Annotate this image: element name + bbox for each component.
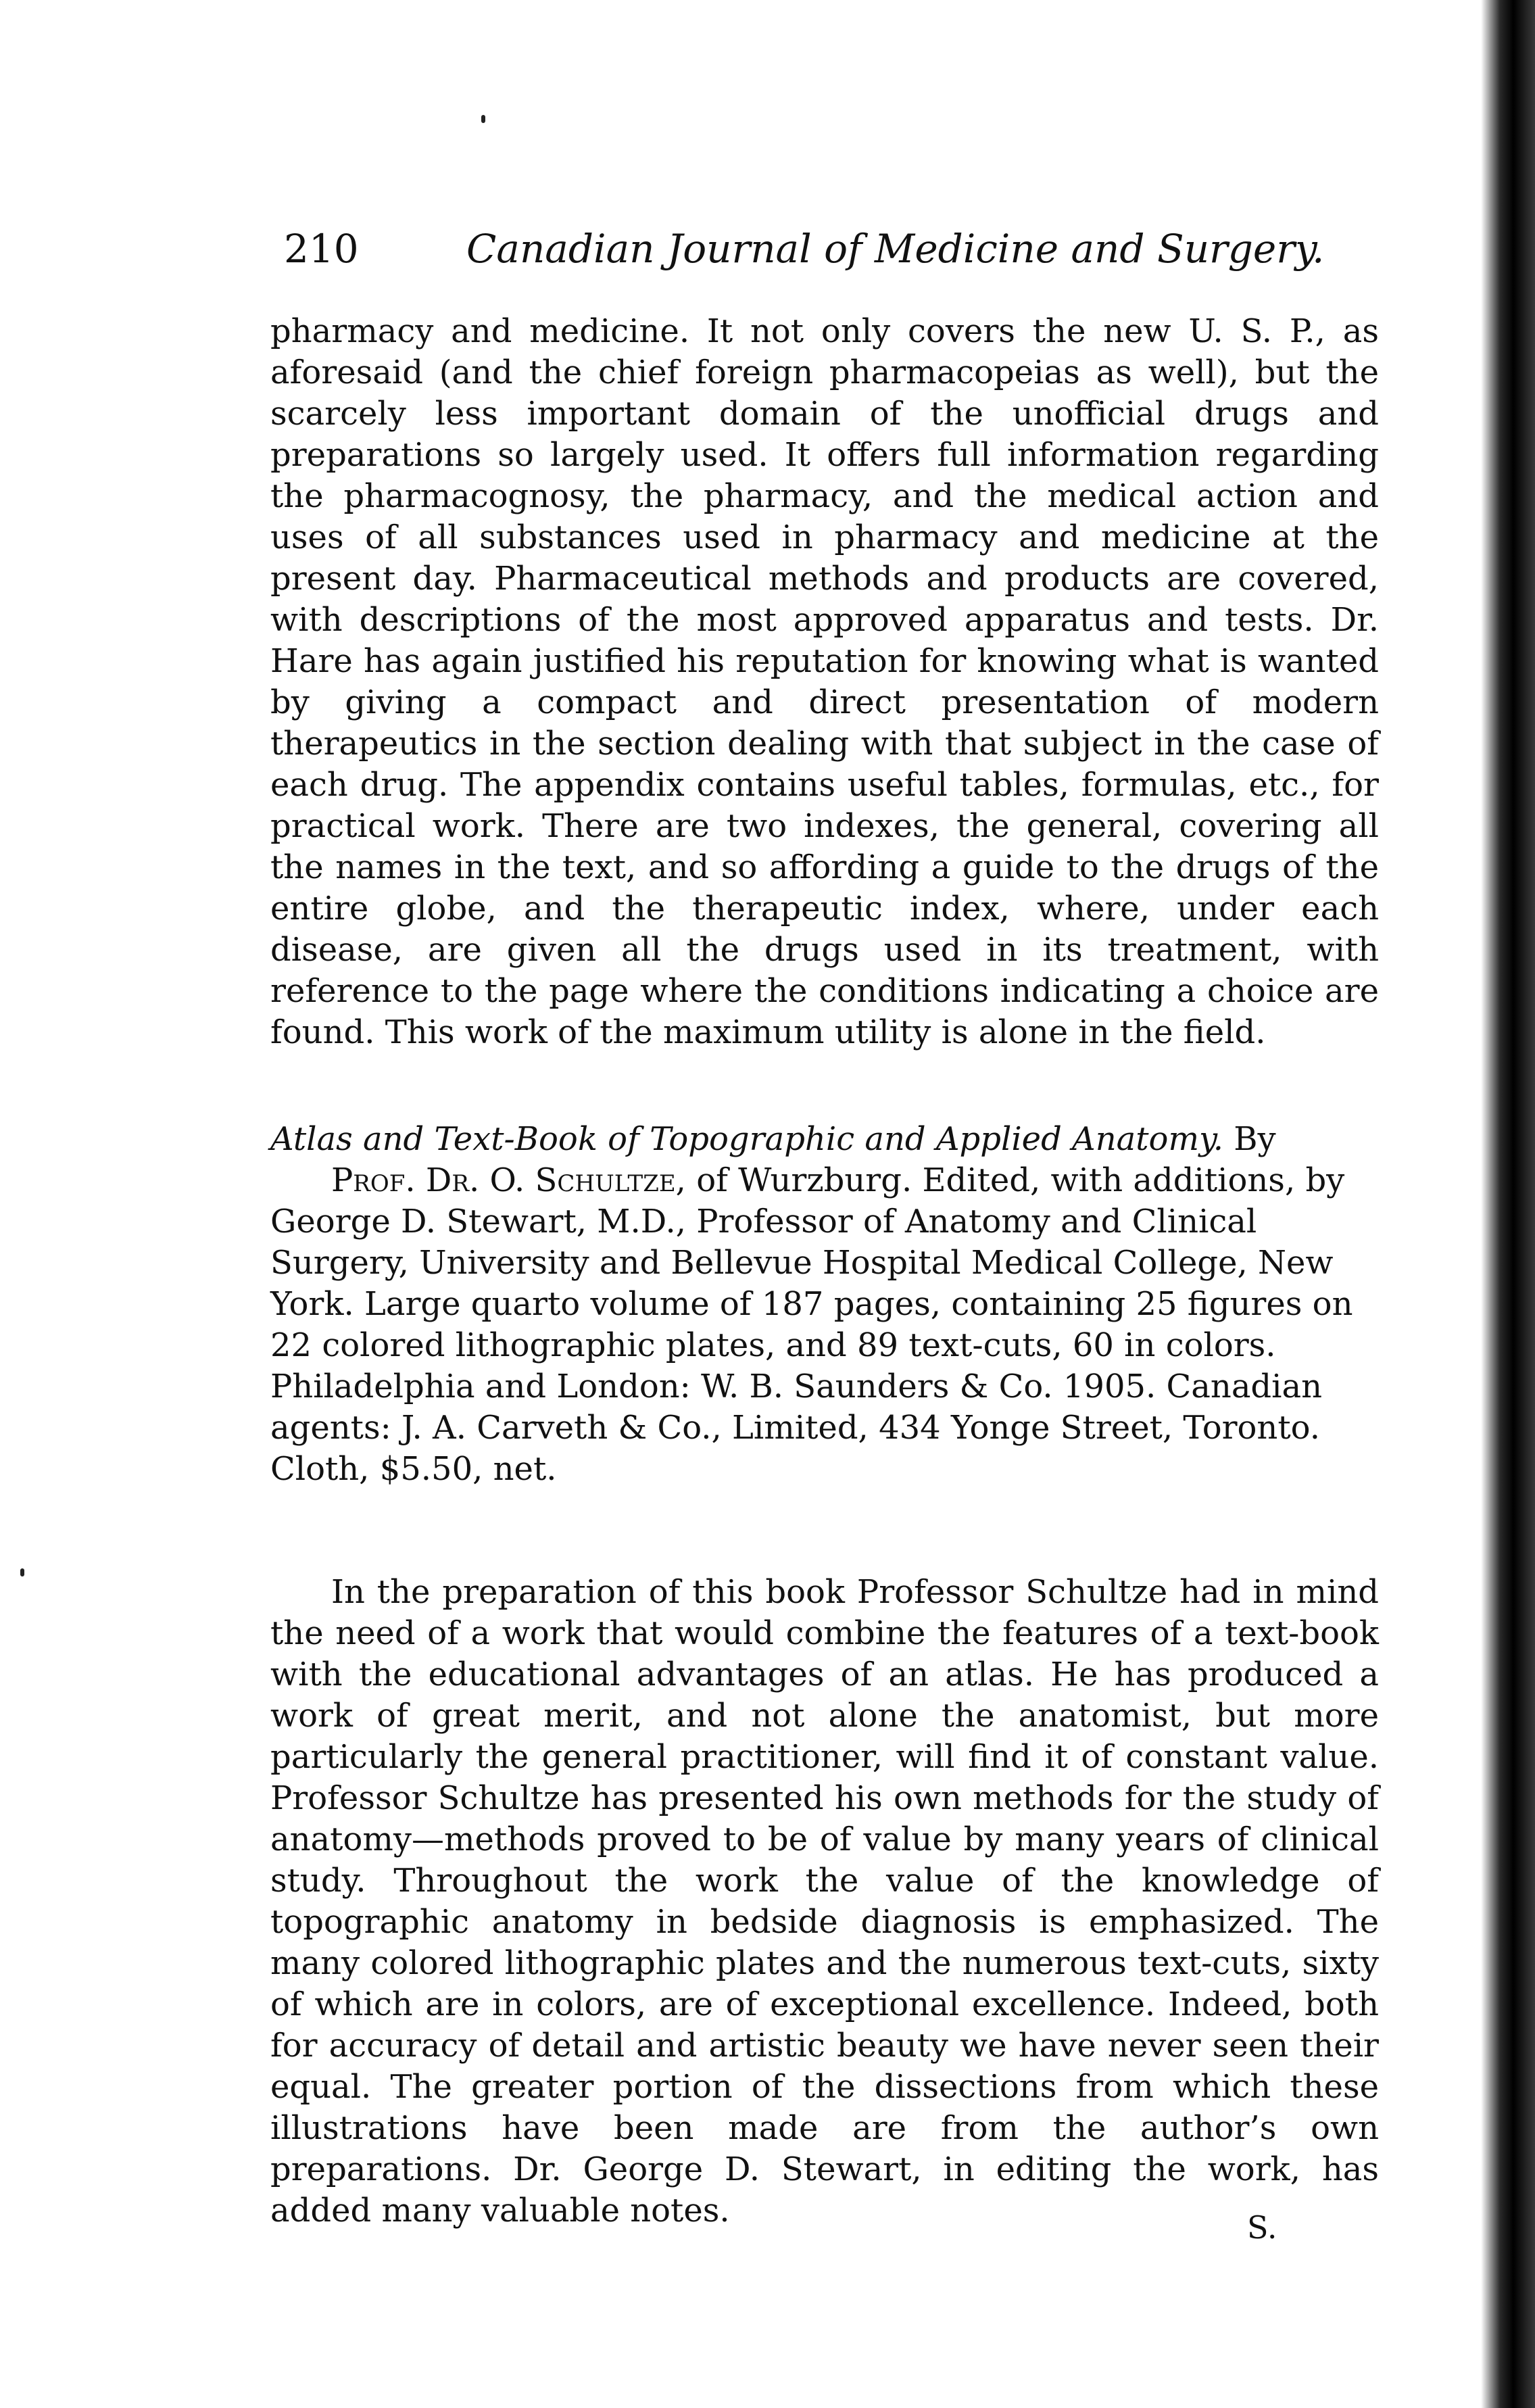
review-signature: S.: [1247, 2209, 1277, 2246]
page-header: [284, 215, 1325, 283]
paragraph-continuation: pharmacy and medicine. It not only covers the new U. S. P., as aforesaid (and the chief foreign pharmacopeias as well), but the scarcely less important domain of the unofficial drugs and preparations so largely used. It offers full information regarding the pharmacognosy, the pharmacy, and the medical action and uses of all substances used in pharmacy and medicine at the present day. Pharmaceutical methods and products are covered, with descriptions of the most approved apparatus and tests. Dr. Hare has again justified his reputation for knowing what is wanted by giving a compact and direct presentation of modern therapeutics in the section dealing with that subject in the case of each drug. The appendix contains useful tables, formulas, etc., for practical work. There are two indexes, the general, covering all the names in the text, and so affording a guide to the drugs of the entire globe, and the therapeutic index, where, under each disease, are given all the drugs used in its treatment, with reference to the page where the conditions indicating a choice are found. This work of the maximum utility is alone in the field.: [270, 312, 1379, 1051]
stray-ink-mark: [20, 1568, 24, 1576]
running-head: Canadian Journal of Medicine and Surgery.: [466, 226, 1325, 272]
page-number: 210: [284, 226, 359, 272]
review-body: In the preparation of this book Professor Schultze had in mind the need of a work that would combine the features of a text-book with the educational advantages of an atlas. He has produced a work of great merit, and not alone the anatomist, but more particularly the general practitioner, will find it of constant value. Professor Schultze has presented his own methods for the study of anatomy—methods proved to be of value by many years of clinical study. Throughout the work the value of the knowledge of topographic anatomy in bedside diagnosis is emphasized. The many colored lithographic plates and the numerous text-cuts, sixty of which are in colors, are of exceptional excellence. Indeed, both for accuracy of detail and artistic beauty we have never seen their equal. The greater portion of the dissections from which these illustrations have been made are from the author’s own preparations. Dr. George D. Stewart, in editing the work, has added many valuable notes.: [270, 1573, 1379, 2230]
review-citation: [270, 1119, 1379, 1490]
review-author: Prof. Dr. O. Schultze: [331, 1161, 676, 1199]
stray-ink-mark: [481, 115, 485, 123]
review-by: By: [1223, 1120, 1276, 1158]
binding-gutter: [1481, 0, 1535, 2408]
review-details: , of Wurzburg. Edited, with additions, by George D. Stewart, M.D., Professor of Anatomy and Clinical Surgery, University and Bellevue Hospital Medical College, New York. Large quarto volume of 187 pages, containing 25 figures on 22 colored lithographic plates, and 89 text-cuts, 60 in colors. Philadelphia and London: W. B. Saunders & Co. 1905. Canadian agents: J. A. Carveth & Co., Limited, 434 Yonge Street, Toronto. Cloth, $5.50, net.: [270, 1161, 1353, 1488]
book-review-heading: [270, 1119, 1379, 1490]
review-title: Atlas and Text-Book of Topographic and Applied Anatomy.: [270, 1120, 1223, 1158]
